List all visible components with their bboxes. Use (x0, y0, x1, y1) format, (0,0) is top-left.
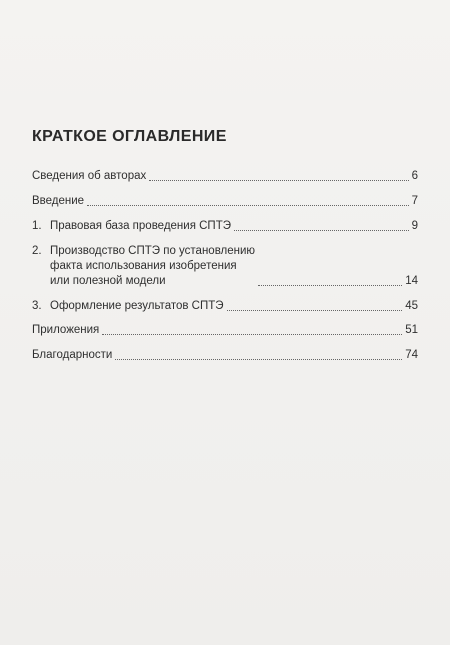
toc-item-page: 7 (411, 195, 418, 207)
toc-leader-dots (102, 334, 402, 335)
toc-leader-dots (115, 359, 402, 360)
toc-item-label: Благодарности (32, 349, 113, 361)
toc-leader-dots (227, 310, 403, 311)
toc-item-acknowledgements (32, 348, 418, 363)
toc-item-page: 74 (405, 349, 418, 361)
toc-item-label: Сведения об авторах (32, 170, 147, 182)
toc-item-chapter-1 (32, 219, 418, 234)
toc-item-page: 9 (411, 220, 418, 232)
toc-item-label: Приложения (32, 324, 100, 336)
toc-item-number: 2. (32, 245, 42, 257)
toc-leader-dots (234, 230, 409, 231)
toc-title: КРАТКОЕ ОГЛАВЛЕНИЕ (32, 128, 227, 145)
toc-item-chapter-2 (32, 244, 418, 289)
toc-item-label: Оформление результатов СПТЭ (50, 300, 224, 312)
toc-item-page: 51 (405, 324, 418, 336)
toc-leader-dots (87, 205, 409, 206)
toc-item-number: 3. (32, 300, 42, 312)
toc-item-page: 14 (405, 275, 418, 287)
toc-item-authors (32, 169, 418, 184)
toc-leader-dots (149, 180, 408, 181)
toc-item-page: 45 (405, 300, 418, 312)
toc-item-label: Правовая база проведения СПТЭ (50, 220, 231, 232)
toc-item-introduction (32, 194, 418, 209)
toc-leader-dots (258, 285, 402, 286)
table-of-contents (32, 128, 418, 373)
toc-item-appendices (32, 323, 418, 338)
toc-item-chapter-3 (32, 299, 418, 314)
toc-item-page: 6 (411, 170, 418, 182)
toc-item-number: 1. (32, 220, 42, 232)
toc-item-label: Производство СПТЭ по установлению факта использования изобретения или полезной модели (50, 245, 256, 287)
toc-item-label: Введение (32, 195, 85, 207)
